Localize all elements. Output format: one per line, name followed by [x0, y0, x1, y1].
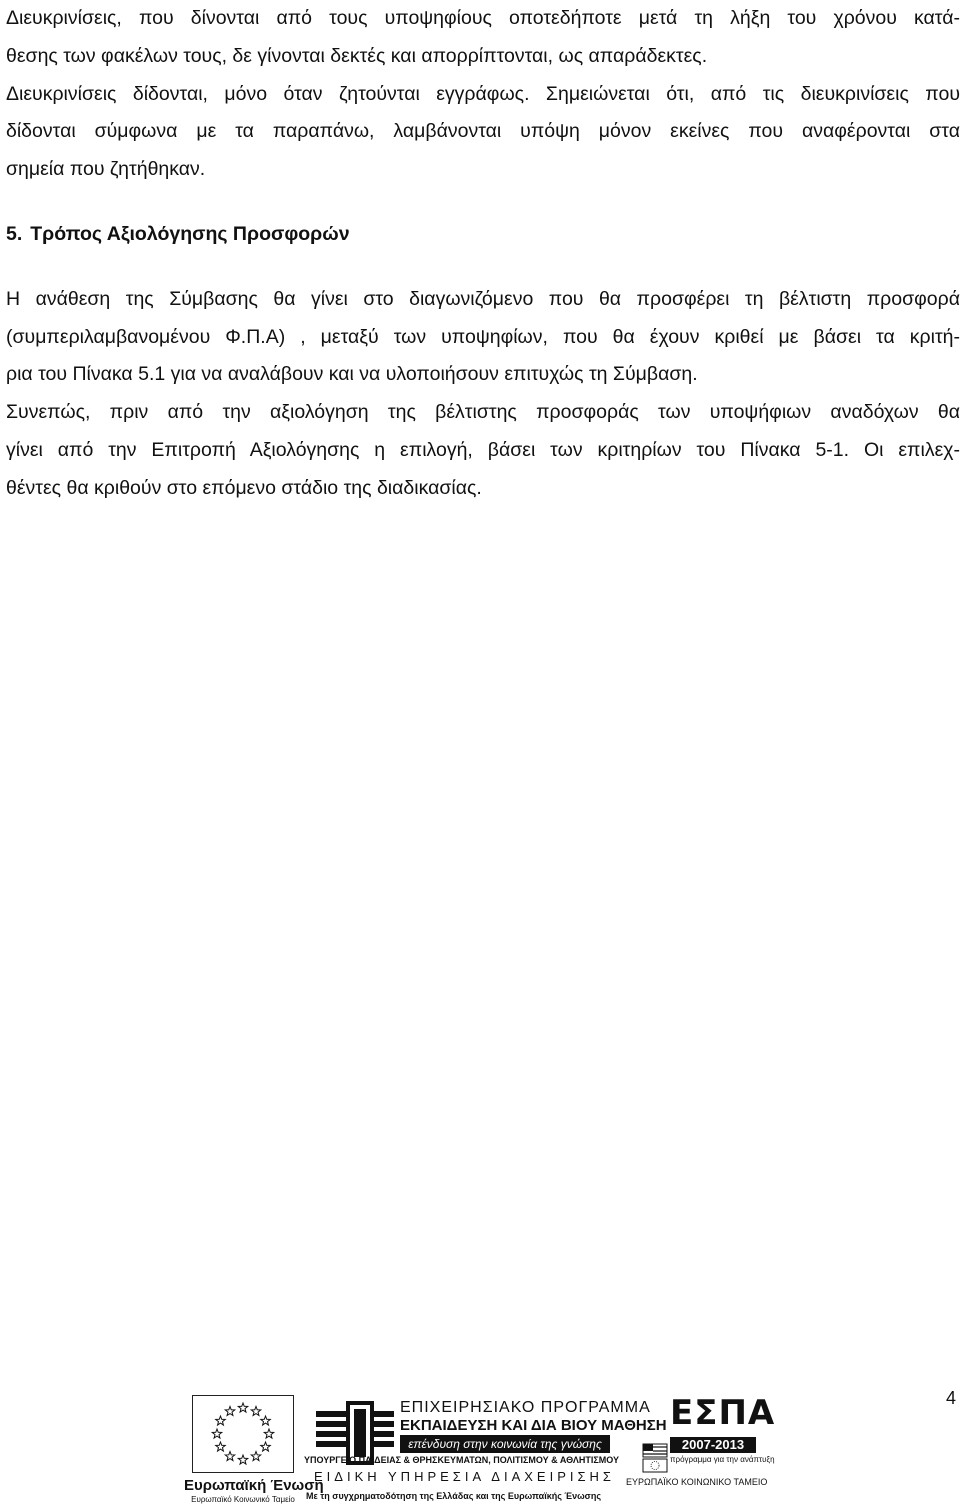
- spacer: [6, 189, 960, 216]
- flags-icon: [642, 1443, 668, 1473]
- text-line: γίνει από την Επιτροπή Αξιολόγησης η επιλογή, βάσει των κριτηρίων του Πίνακα 5-1. Οι επιλεχ-: [6, 438, 960, 461]
- eu-logo: [184, 1389, 324, 1504]
- section-heading: [6, 216, 960, 254]
- section-number: 5.: [6, 222, 23, 245]
- program-slogan: επένδυση στην κοινωνία της γνώσης: [400, 1435, 610, 1453]
- star-icon: [261, 1442, 271, 1451]
- star-icon: [225, 1406, 235, 1415]
- eu-name: Ευρωπαϊκή Ένωση: [184, 1477, 324, 1494]
- text-line: θέντες θα κριθούν στο επόμενο στάδιο της διαδικασίας.: [6, 476, 482, 499]
- service-name: ΕΙΔΙΚΗ ΥΠΗΡΕΣΙΑ ΔΙΑΧΕΙΡΙΣΗΣ: [314, 1469, 615, 1484]
- text-line: Η ανάθεση της Σύμβασης θα γίνει στο διαγωνιζόμενο που θα προσφέρει τη βέλτιστη προσφορά: [6, 287, 960, 310]
- paragraph-evaluation: [6, 281, 960, 508]
- document-body: [6, 0, 960, 508]
- ministry-name: ΥΠΟΥΡΓΕΙΟ ΠΑΙΔΕΙΑΣ & ΘΡΗΣΚΕΥΜΑΤΩΝ, ΠΟΛΙΤΙΣΜΟΥ & ΑΘΛΗΤΙΣΜΟΥ: [304, 1455, 619, 1465]
- text-line: Διευκρινίσεις, που δίνονται από τους υποψηφίους οποτεδήποτε μετά τη λήξη του χρόνου κατά-: [6, 7, 960, 29]
- star-icon: [251, 1406, 261, 1415]
- text-line: σημεία που ζητήθηκαν.: [6, 158, 206, 181]
- espa-fund: ΕΥΡΩΠΑΪΚΟ ΚΟΙΝΩΝΙΚΟ ΤΑΜΕΙΟ: [626, 1477, 768, 1487]
- star-icon: [216, 1416, 226, 1425]
- espa-title: ΕΣΠΑ: [670, 1393, 776, 1433]
- star-icon: [216, 1442, 226, 1451]
- cofinance-note: Με τη συγχρηματοδότηση της Ελλάδας και της Ευρωπαϊκής Ένωσης: [306, 1491, 602, 1501]
- program-line-2: ΕΚΠΑΙΔΕΥΣΗ ΚΑΙ ΔΙΑ ΒΙΟΥ ΜΑΘΗΣΗ: [400, 1417, 667, 1434]
- text-line: δίδονται σύμφωνα με τα παραπάνω, λαμβάνονται υπόψη μόνον εκείνες που αναφέρονται στα: [6, 120, 960, 143]
- footer-logos: [0, 1385, 960, 1506]
- eu-fund: Ευρωπαϊκό Κοινωνικό Ταμείο: [191, 1495, 295, 1504]
- text-line: Συνεπώς, πριν από την αξιολόγηση της βέλτιστης προσφοράς των υποψήφιων αναδόχων θα: [6, 401, 960, 424]
- star-icon: [264, 1429, 274, 1438]
- star-icon: [251, 1452, 261, 1461]
- text-line: θεσης των φακέλων τους, δε γίνονται δεκτές και απορρίπτονται, ως απαράδεκτες.: [6, 44, 708, 67]
- page-number: 4: [945, 1388, 956, 1408]
- eu-flag-icon: [192, 1395, 294, 1473]
- paragraph-clarifications: [6, 0, 960, 189]
- section-title: Τρόπος Αξιολόγησης Προσφορών: [30, 222, 350, 245]
- star-icon: [238, 1455, 248, 1464]
- text-line: (συμπεριλαμβανομένου Φ.Π.Α) , μεταξύ των υποψηφίων, που θα έχουν κριθεί με βάσει τα κριτή-: [6, 325, 960, 348]
- star-icon: [225, 1452, 235, 1461]
- espa-logo: [626, 1393, 776, 1497]
- spacer: [6, 254, 960, 281]
- star-icon: [261, 1416, 271, 1425]
- text-line: ρια του Πίνακα 5.1 για να αναλάβουν και να υλοποιήσουν επιτυχώς τη Σύμβαση.: [6, 363, 698, 386]
- star-icon: [238, 1403, 248, 1412]
- star-icon: [212, 1429, 222, 1438]
- espa-slogan: πρόγραμμα για την ανάπτυξη: [670, 1455, 775, 1464]
- program-line-1: ΕΠΙΧΕΙΡΗΣΙΑΚΟ ΠΡΟΓΡΑΜΜΑ: [400, 1399, 651, 1416]
- espa-years: 2007-2013: [670, 1437, 756, 1453]
- program-logo: [304, 1399, 667, 1503]
- text-line: Διευκρινίσεις δίδονται, μόνο όταν ζητούνται εγγράφως. Σημειώνεται ότι, από τις διευκρινίσεις που: [6, 82, 960, 105]
